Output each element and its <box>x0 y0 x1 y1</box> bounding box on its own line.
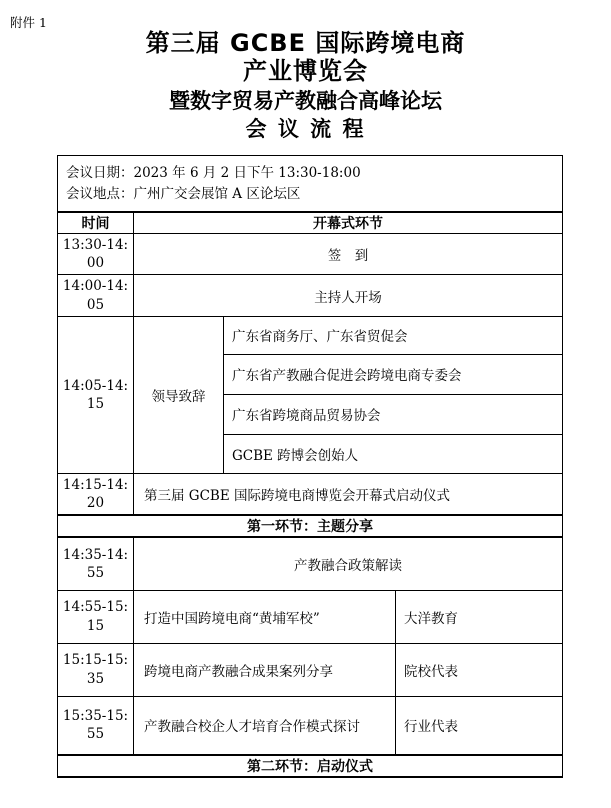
leadership-speaker-cell: 广东省产教融合促进会跨境电商专委会 <box>224 354 563 394</box>
leadership-label-cell: 领导致辞 <box>134 316 224 473</box>
topic-cell: 产教融合校企人才培育合作模式探讨 <box>134 696 396 755</box>
document-title-line1: 第三届 GCBE 国际跨境电商 <box>145 29 466 57</box>
schedule-table <box>57 155 563 778</box>
speaker-cell: 大洋教育 <box>396 590 563 643</box>
header-time-cell: 时间 <box>58 212 134 234</box>
meeting-location: 会议地点：广州广交会展馆 A 区论坛区 <box>66 185 301 202</box>
meeting-info-row <box>58 156 563 212</box>
time-cell: 14:05-14:15 <box>58 316 134 473</box>
schedule-row-leadership-1 <box>58 316 563 354</box>
time-cell: 14:35-14:55 <box>58 537 134 590</box>
time-cell: 13:30-14:00 <box>58 233 134 274</box>
document-subtitle: 暨数字贸易产教融合高峰论坛 <box>169 88 442 113</box>
time-cell: 15:15-15:35 <box>58 643 134 696</box>
time-cell: 14:00-14:05 <box>58 275 134 316</box>
speaker-cell: 行业代表 <box>396 696 563 755</box>
event-cell: 签 到 <box>134 233 563 274</box>
schedule-row-host-opening <box>58 275 563 316</box>
leadership-speaker-cell: GCBE 跨博会创始人 <box>224 434 563 473</box>
time-cell: 14:55-15:15 <box>58 590 134 643</box>
section-title-cell: 第二环节：启动仪式 <box>58 755 563 777</box>
document-heading-agenda: 会 议 流 程 <box>245 117 366 142</box>
topic-cell: 打造中国跨境电商“黄埔军校” <box>134 590 396 643</box>
leadership-speaker-cell: 广东省跨境商品贸易协会 <box>224 394 563 434</box>
event-cell: 第三届 GCBE 国际跨境电商博览会开幕式启动仪式 <box>134 473 563 515</box>
title-block <box>0 0 611 141</box>
event-cell: 产教融合政策解读 <box>134 537 563 590</box>
meeting-date: 会议日期：2023 年 6 月 2 日下午 13:30-18:00 <box>66 165 361 182</box>
meeting-info-cell <box>58 156 563 212</box>
schedule-row-expo-launch <box>58 473 563 515</box>
document-title-line2: 产业博览会 <box>243 56 368 85</box>
header-session-cell: 开幕式环节 <box>134 212 563 234</box>
schedule-row-signin <box>58 233 563 274</box>
schedule-row-topic-1 <box>58 590 563 643</box>
section-title-cell: 第一环节：主题分享 <box>58 515 563 537</box>
speaker-cell: 院校代表 <box>396 643 563 696</box>
schedule-row-topic-2 <box>58 643 563 696</box>
topic-cell: 跨境电商产教融合成果案列分享 <box>134 643 396 696</box>
leadership-speaker-cell: 广东省商务厅、广东省贸促会 <box>224 316 563 354</box>
section-header-topic-sharing <box>58 515 563 537</box>
time-cell: 15:35-15:55 <box>58 696 134 755</box>
schedule-row-topic-3 <box>58 696 563 755</box>
section-header-launch-ceremony <box>58 755 563 777</box>
event-cell: 主持人开场 <box>134 275 563 316</box>
schedule-row-policy-talk <box>58 537 563 590</box>
attachment-label: 附件 1 <box>10 15 47 30</box>
table-header-row <box>58 212 563 234</box>
time-cell: 14:15-14:20 <box>58 473 134 515</box>
